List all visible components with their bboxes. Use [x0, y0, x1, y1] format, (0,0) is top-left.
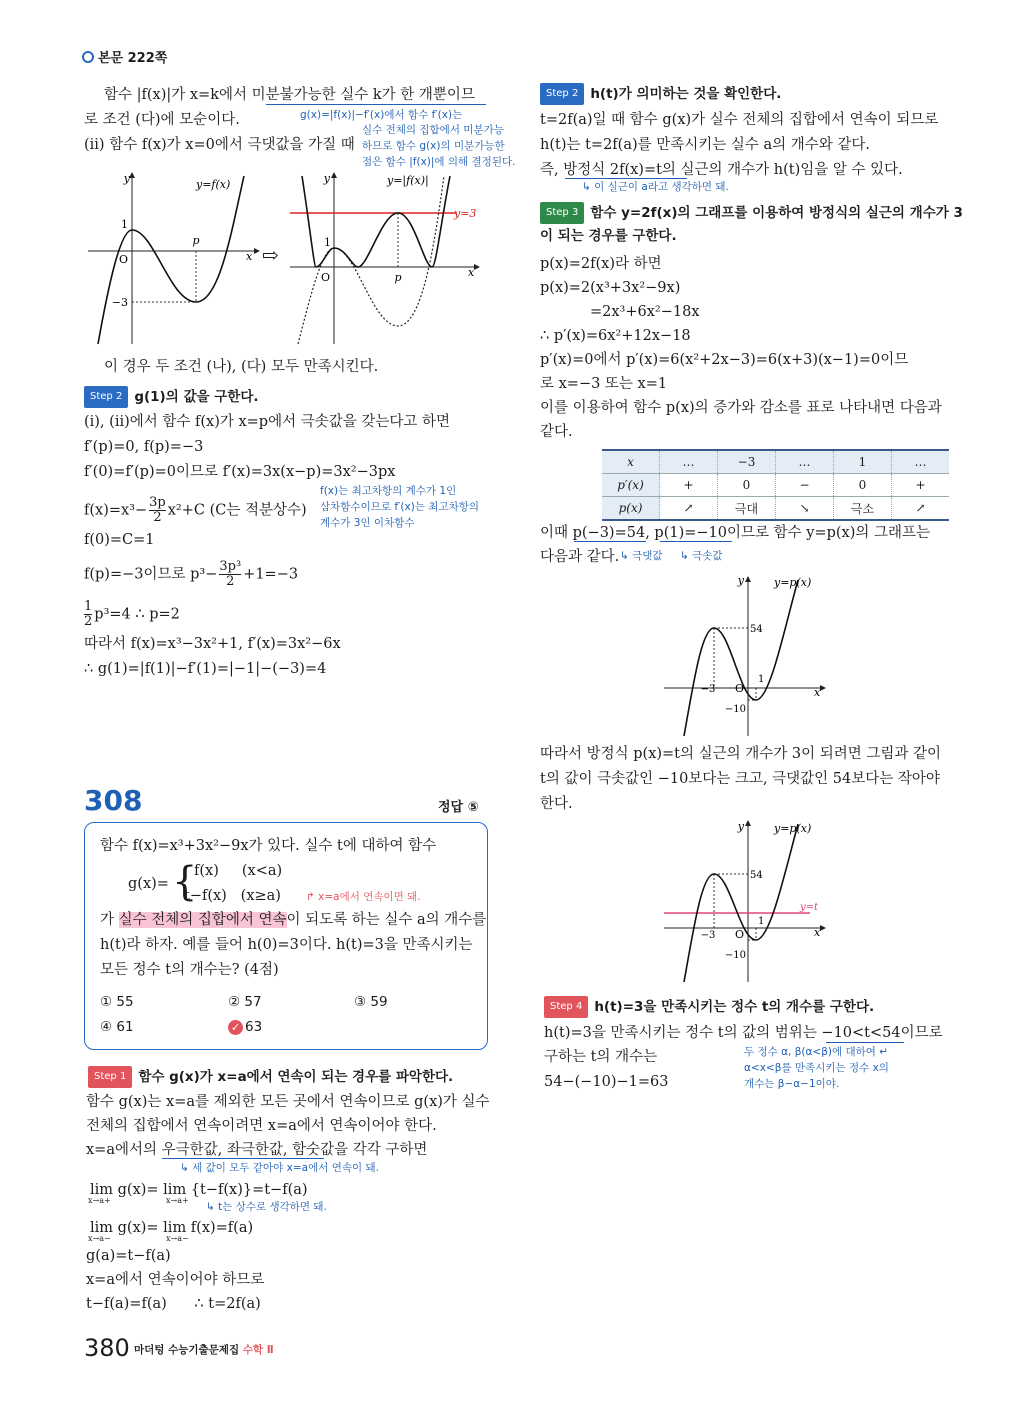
- table-cell: ↗: [892, 497, 950, 521]
- g1-curve-label: y=f(x): [196, 178, 231, 191]
- graph-p: [660, 570, 830, 740]
- r-s4-line-1: h(t)=3을 만족시키는 정수 t의 값의 범위는 −10<t<54이므로: [544, 1025, 943, 1041]
- s2-line-5: f(0)=C=1: [84, 532, 155, 548]
- graph-f: [84, 168, 264, 348]
- r-s2-line-2: h(t)는 t=2f(a)를 만족시키는 실수 a의 개수와 같다.: [540, 137, 871, 153]
- table-cell: p′(x): [602, 474, 660, 497]
- g2-curve-label: y=|f(x)|: [387, 174, 429, 187]
- frac-3p-num: 3p: [149, 495, 166, 510]
- table-cell: +: [660, 474, 718, 497]
- book-subject: 수학 Ⅱ: [242, 1344, 274, 1356]
- g1-origin: O: [118, 253, 128, 266]
- g3-curve-label: y=p(x): [774, 576, 812, 589]
- frac-3p3-den: 2: [226, 574, 235, 589]
- r-step3-title-2: 이 되는 경우를 구한다.: [540, 228, 677, 244]
- g4-minus3: −3: [700, 930, 716, 941]
- s2-line-4: [84, 496, 307, 525]
- s2-line-3: f′(0)=f′(p)=0이므로 f′(x)=3x(x−p)=3x²−3px: [84, 464, 396, 480]
- choice-5[interactable]: [228, 1017, 262, 1037]
- table-cell: 0: [718, 474, 776, 497]
- note-mid-1: f(x)는 최고차항의 계수가 1인: [320, 485, 457, 497]
- implies-arrow-icon: ⇨: [262, 243, 279, 267]
- arrow-return-left-icon: ↵: [875, 1046, 889, 1058]
- g4-one: 1: [758, 916, 765, 927]
- arrow-return-icon: ↳: [180, 1162, 193, 1174]
- r-step2-header: [540, 83, 781, 105]
- r-after-graph-3: 한다.: [540, 796, 573, 812]
- table-cell: −: [776, 474, 834, 497]
- s2-line-1: (i), (ii)에서 함수 f(x)가 x=p에서 극솟값을 갖는다고 하면: [84, 414, 450, 430]
- problem-answer: 정답 ⑤: [438, 800, 479, 815]
- choice-1[interactable]: ① 55: [100, 994, 134, 1010]
- g2-x-label: x: [468, 266, 475, 279]
- s1-line-8: t−f(a)=f(a) ∴ t=2f(a): [86, 1296, 261, 1312]
- r-s2-line-1: t=2f(a)일 때 함수 g(x)가 실수 전체의 집합에서 연속이 되므로: [540, 112, 939, 128]
- r-underline-min: [660, 541, 732, 542]
- s2-fx-end: x²+C (C는 적분상수): [167, 502, 307, 519]
- s2-fp-start: f(p)=−3이므로 p³−: [84, 566, 218, 583]
- r-s3-line-4: ∴ p′(x)=6x²+12x−18: [540, 328, 691, 344]
- g1-x-label: x: [246, 250, 253, 263]
- s1-line-5: lim g(x)= lim f(x)=f(a): [90, 1220, 254, 1236]
- r-note-a-text: 이 실근이 a라고 생각하면 돼.: [594, 181, 729, 193]
- page-ref-text: 본문 222쪽: [98, 51, 168, 66]
- r-step2-title: h(t)가 의미하는 것을 확인한다.: [590, 86, 782, 102]
- g2-line-label: y=3: [454, 207, 477, 220]
- text2-a: 가: [100, 912, 119, 928]
- s1-line-3: x=a에서의 우극한값, 좌극한값, 함숫값을 각각 구하면: [86, 1142, 428, 1158]
- frac-half: [84, 600, 92, 629]
- table-cell: p(x): [602, 497, 660, 521]
- r-s3-line-1: p(x)=2f(x)라 하면: [540, 256, 662, 272]
- s1-note-1: [180, 1161, 379, 1175]
- choice-5-text: 63: [245, 1019, 263, 1035]
- increase-decrease-table: [602, 449, 949, 521]
- continuity-highlight: 실수 전체의 집합에서 연속: [118, 912, 287, 928]
- r-s4-line-2: 구하는 t의 개수는: [544, 1049, 658, 1065]
- r-step2-badge: Step 2: [540, 83, 584, 105]
- r-underline-range: [826, 1042, 904, 1043]
- g-def-label: g(x)=: [128, 876, 169, 892]
- s1-note-2: [206, 1200, 327, 1214]
- table-cell: 극대: [718, 497, 776, 521]
- g1-minus3: −3: [111, 296, 128, 309]
- step2-header: [84, 386, 258, 408]
- s2-line-2: f′(p)=0, f(p)=−3: [84, 439, 204, 455]
- s2-fp-end: +1=−3: [243, 566, 299, 583]
- g3-x-label: x: [814, 686, 821, 699]
- g4-y-label: y: [737, 820, 744, 833]
- r-after-table-2: 다음과 같다.: [540, 549, 620, 565]
- r-step3-title: 함수 y=2f(x)의 그래프를 이용하여 방정식의 실근의 개수가 3: [590, 205, 963, 221]
- table-cell: ↘: [776, 497, 834, 521]
- case-1: f(x) (x<a): [194, 863, 283, 879]
- arrow-return-icon: ↳: [206, 1201, 219, 1213]
- g1-one: 1: [121, 218, 128, 231]
- g4-minus10: −10: [724, 950, 746, 961]
- r-s3-line-2: p(x)=2(x³+3x²−9x): [540, 280, 681, 296]
- s2-p-value: p³=4 ∴ p=2: [94, 606, 180, 623]
- g4-origin: O: [734, 928, 744, 941]
- s1-note-1-text: 세 값이 모두 같아야 x=a에서 연속이 돼.: [192, 1162, 379, 1174]
- g1-p: p: [192, 234, 200, 247]
- step2-badge: Step 2: [84, 386, 128, 408]
- left-line-1: 함수 |f(x)|가 x=k에서 미분불가능한 실수 k가 한 개뿐이므: [104, 87, 475, 103]
- problem-text-4: 모든 정수 t의 개수는? (4점): [100, 962, 279, 978]
- problem-number: 308: [84, 784, 143, 817]
- table-cell: −3: [718, 450, 776, 474]
- table-cell: 극소: [834, 497, 892, 521]
- g4-x-label: x: [814, 926, 821, 939]
- choice-3[interactable]: ③ 59: [354, 994, 388, 1010]
- sub-minus-1: x→a−: [88, 1234, 111, 1243]
- r-s3-line-8: 같다.: [540, 424, 573, 440]
- table-cell: 0: [834, 474, 892, 497]
- table-cell: …: [660, 450, 718, 474]
- r-step4-badge: Step 4: [544, 996, 588, 1018]
- frac-3p: [149, 496, 166, 525]
- frac-3p3-num: 3p³: [219, 559, 242, 574]
- left-line-3: (ii) 함수 f(x)가 x=0에서 극댓값을 가질 때: [84, 137, 355, 153]
- g4-curve-label: y=p(x): [774, 822, 812, 835]
- r-s2-line-3: 즉, 방정식 2f(x)=t의 실근의 개수가 h(t)임을 알 수 있다.: [540, 162, 903, 178]
- book-title: [134, 1342, 274, 1357]
- r-s4-line-3: 54−(−10)−1=63: [544, 1074, 669, 1090]
- step1-header: [88, 1066, 453, 1088]
- sub-plus-1: x→a+: [88, 1196, 111, 1205]
- r-step4-title: h(t)=3을 만족시키는 정수 t의 개수를 구한다.: [594, 999, 875, 1015]
- g3-minus10: −10: [724, 704, 746, 715]
- r-s3-line-6: 로 x=−3 또는 x=1: [540, 376, 668, 392]
- r-after-graph-1: 따라서 방정식 p(x)=t의 실근의 개수가 3이 되려면 그림과 같이: [540, 746, 942, 762]
- r-note-count-2: α<x<β를 만족시키는 정수 x의: [744, 1062, 889, 1074]
- note-mid-2: 삼차함수이므로 f′(x)는 최고차항의: [320, 501, 480, 513]
- r-note-max: [620, 549, 663, 563]
- circle-icon: [82, 51, 94, 63]
- table-cell: …: [892, 450, 950, 474]
- r-note-count-1-text: 두 정수 α, β(α<β)에 대하여: [744, 1046, 876, 1058]
- s2-line-7: [84, 600, 180, 629]
- step2-title: g(1)의 값을 구한다.: [134, 389, 259, 405]
- r-s3-line-5: p′(x)=0에서 p′(x)=6(x²+2x−3)=6(x+3)(x−1)=0이므: [540, 352, 909, 368]
- note-top-4: 점은 함수 |f(x)|에 의해 결정된다.: [362, 156, 516, 168]
- s1-line-2: 전체의 집합에서 연속이려면 x=a에서 연속이어야 한다.: [86, 1118, 437, 1134]
- page-number: 380: [84, 1334, 130, 1362]
- frac-half-num: 1: [84, 599, 93, 614]
- s1-note-2-text: t는 상수로 생각하면 돼.: [218, 1201, 327, 1213]
- sub-minus-2: x→a−: [166, 1234, 189, 1243]
- g3-minus3: −3: [700, 684, 716, 695]
- r-after-graph-2: t의 값이 극솟값인 −10보다는 크고, 극댓값인 54보다는 작아야: [540, 771, 940, 787]
- table-row: [602, 497, 949, 521]
- page-reference: [82, 47, 167, 66]
- r-note-min-text: 극솟값: [692, 550, 723, 562]
- g3-54: 54: [750, 624, 763, 635]
- table-cell: x: [602, 450, 660, 474]
- s1-line-4: lim g(x)= lim {t−f(x)}=t−f(a): [90, 1182, 308, 1198]
- s1-line-6: g(a)=t−f(a): [86, 1248, 171, 1264]
- note-top-2: 실수 전체의 집합에서 미분가능: [362, 124, 504, 136]
- g3-one: 1: [758, 674, 765, 685]
- case-note: [306, 890, 421, 904]
- table-row: [602, 450, 949, 474]
- table-cell: …: [776, 450, 834, 474]
- s1-line-7: x=a에서 연속이어야 하므로: [86, 1272, 265, 1288]
- problem-text-3: h(t)라 하자. 예를 들어 h(0)=3이다. h(t)=3을 만족시키는: [100, 937, 473, 953]
- g2-one: 1: [324, 236, 331, 249]
- note-top-1: g(x)=|f(x)|−f′(x)에서 함수 f′(x)는: [300, 109, 463, 121]
- g2-p: p: [394, 271, 402, 284]
- g1-y-label: y: [123, 172, 130, 185]
- note-mid-3: 계수가 3인 이차함수: [320, 517, 415, 529]
- g3-origin: O: [734, 682, 744, 695]
- case-note-text: x=a에서 연속이면 돼.: [318, 891, 421, 903]
- case-2: t−f(x) (x≥a): [184, 888, 281, 904]
- step1-title: 함수 g(x)가 x=a에서 연속이 되는 경우를 파악한다.: [138, 1069, 454, 1085]
- r-note-min: [680, 549, 723, 563]
- problem-text-1: 함수 f(x)=x³+3x²−9x가 있다. 실수 t에 대하여 함수: [100, 838, 437, 854]
- r-step3-header: [540, 202, 963, 224]
- note-underline: [266, 104, 486, 105]
- frac-3p-den: 2: [153, 510, 162, 525]
- choice-4[interactable]: ④ 61: [100, 1019, 134, 1035]
- s2-line-8: 따라서 f(x)=x³−3x²+1, f′(x)=3x²−6x: [84, 636, 341, 652]
- s2-line-6: [84, 560, 298, 589]
- table-cell: +: [892, 474, 950, 497]
- r-step3-badge: Step 3: [540, 202, 584, 224]
- r-s3-line-3: =2x³+6x²−18x: [590, 304, 700, 320]
- step1-badge: Step 1: [88, 1066, 132, 1088]
- frac-3p3: [219, 560, 241, 589]
- sub-plus-2: x→a+: [166, 1196, 189, 1205]
- arrow-right-icon: ↱: [306, 891, 319, 903]
- graph-abs-f: [284, 168, 486, 348]
- r-after-table-1: 이때 p(−3)=54, p(1)=−10이므로 함수 y=p(x)의 그래프는: [540, 525, 930, 541]
- problem-text-2: [100, 910, 486, 930]
- note-top-3: 하므로 함수 g(x)의 미분가능한: [362, 140, 505, 152]
- r-note-count-1: [744, 1045, 888, 1059]
- table-cell: ↗: [660, 497, 718, 521]
- g4-line-label: y=t: [800, 902, 819, 913]
- r-s3-line-7: 이를 이용하여 함수 p(x)의 증가와 감소를 표로 나타내면 다음과: [540, 400, 942, 416]
- graph-p-with-t: [660, 816, 830, 986]
- choice-2[interactable]: ② 57: [228, 994, 262, 1010]
- g4-54: 54: [750, 870, 763, 881]
- book-name: 마더텅 수능기출문제집: [134, 1344, 240, 1356]
- text2-c: 이 되도록 하는 실수 a의 개수를: [286, 912, 487, 928]
- arrow-return-icon: ↳: [680, 550, 693, 562]
- table-row: [602, 474, 949, 497]
- r-note-a: [582, 180, 729, 194]
- g2-origin: O: [320, 271, 330, 284]
- s1-line-1: 함수 g(x)는 x=a를 제외한 모든 곳에서 연속이므로 g(x)가 실수: [86, 1094, 490, 1110]
- s2-line-9: ∴ g(1)=|f(1)|−f′(1)=|−1|−(−3)=4: [84, 661, 327, 677]
- arrow-return-icon: ↳: [582, 181, 595, 193]
- left-line-2: 로 조건 (다)에 모순이다.: [84, 112, 240, 128]
- s2-fx-start: f(x)=x³−: [84, 502, 148, 519]
- r-underline-a: [565, 178, 687, 179]
- check-icon: ✓: [228, 1020, 243, 1035]
- s1-underline: [162, 1158, 324, 1159]
- table-cell: 1: [834, 450, 892, 474]
- g3-y-label: y: [737, 574, 744, 587]
- r-note-max-text: 극댓값: [632, 550, 663, 562]
- frac-half-den: 2: [84, 614, 93, 629]
- r-step4-header: [544, 996, 874, 1018]
- g2-y-label: y: [323, 172, 330, 185]
- r-note-count-3: 개수는 β−α−1이야.: [744, 1078, 840, 1090]
- after-graph-text: 이 경우 두 조건 (나), (다) 모두 만족시킨다.: [104, 359, 379, 375]
- brace-icon: {: [172, 859, 198, 905]
- r-underline-max: [574, 541, 646, 542]
- arrow-return-icon: ↳: [620, 550, 633, 562]
